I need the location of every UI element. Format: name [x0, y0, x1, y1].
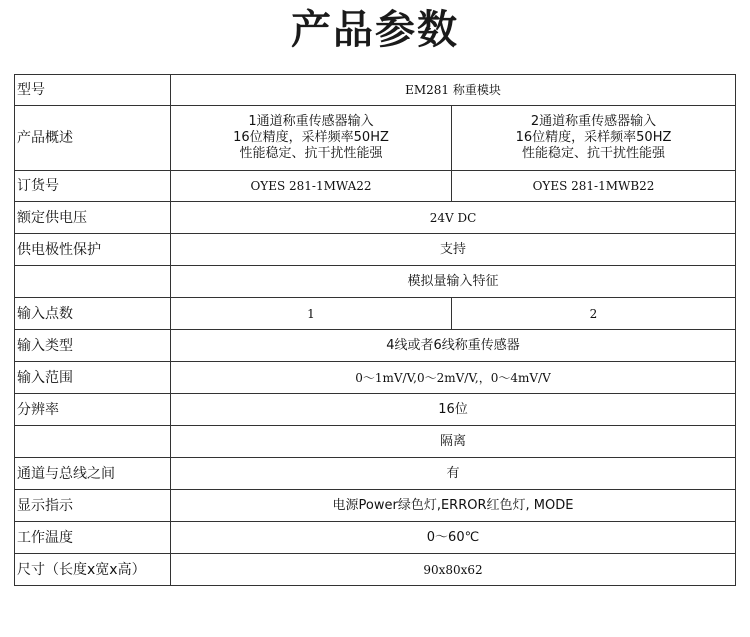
size-value: 90x80x62	[171, 554, 736, 586]
section-header-analog: 模拟量输入特征	[171, 266, 736, 298]
row-label: 订货号	[15, 171, 171, 202]
table-row-channel-bus	[15, 458, 736, 490]
parameter-table	[14, 74, 736, 586]
overview-2ch-line: 16位精度，采样频率50HZ	[515, 130, 672, 145]
resolution-value: 16位	[171, 394, 736, 426]
temperature-value: 0～60℃	[171, 522, 736, 554]
overview-2ch	[452, 106, 736, 171]
order-number-1: OYES 281-1MWA22	[171, 171, 452, 202]
row-label: 产品概述	[15, 106, 171, 171]
table-row-isolation-header	[15, 426, 736, 458]
table-row-points	[15, 298, 736, 330]
row-label: 通道与总线之间	[15, 458, 171, 490]
page-title: 产品参数	[291, 7, 459, 53]
row-label: 型号	[15, 75, 171, 106]
row-label: 显示指示	[15, 490, 171, 522]
overview-2ch-line: 2通道称重传感器输入	[530, 114, 657, 129]
table-row-input-range	[15, 362, 736, 394]
row-label: 输入类型	[15, 330, 171, 362]
table-row-input-type	[15, 330, 736, 362]
row-label: 分辨率	[15, 394, 171, 426]
empty-label	[15, 266, 171, 298]
row-label: 工作温度	[15, 522, 171, 554]
table-row-size	[15, 554, 736, 586]
row-label: 输入点数	[15, 298, 171, 330]
table-row-display	[15, 490, 736, 522]
channel-bus-value: 有	[171, 458, 736, 490]
points-2: 2	[452, 298, 736, 330]
model-value: EM281 称重模块	[171, 75, 736, 106]
overview-1ch-line: 1通道称重传感器输入	[248, 114, 374, 129]
row-label: 供电极性保护	[15, 234, 171, 266]
overview-1ch	[171, 106, 452, 171]
empty-label	[15, 426, 171, 458]
order-number-2: OYES 281-1MWB22	[452, 171, 736, 202]
table-row-voltage	[15, 202, 736, 234]
input-type-value: 4线或者6线称重传感器	[171, 330, 736, 362]
row-label: 尺寸（长度x宽x高）	[15, 554, 171, 586]
overview-2ch-line: 性能稳定、抗干扰性能强	[521, 146, 665, 161]
polarity-value: 支持	[171, 234, 736, 266]
table-row-order	[15, 171, 736, 202]
row-label: 输入范围	[15, 362, 171, 394]
table-row-temperature	[15, 522, 736, 554]
display-value: 电源Power绿色灯,ERROR红色灯, MODE	[171, 490, 736, 522]
table-row-model	[15, 75, 736, 106]
row-label: 额定供电压	[15, 202, 171, 234]
overview-1ch-line: 性能稳定、抗干扰性能强	[239, 146, 383, 161]
voltage-value: 24V DC	[171, 202, 736, 234]
table-row-resolution	[15, 394, 736, 426]
table-row-analog-header	[15, 266, 736, 298]
table-row-polarity	[15, 234, 736, 266]
input-range-value: 0～1mV/V,0～2mV/V,，0～4mV/V	[171, 362, 736, 394]
points-1: 1	[171, 298, 452, 330]
overview-1ch-line: 16位精度，采样频率50HZ	[233, 130, 389, 145]
section-header-isolation: 隔离	[171, 426, 736, 458]
table-row-overview	[15, 106, 736, 171]
